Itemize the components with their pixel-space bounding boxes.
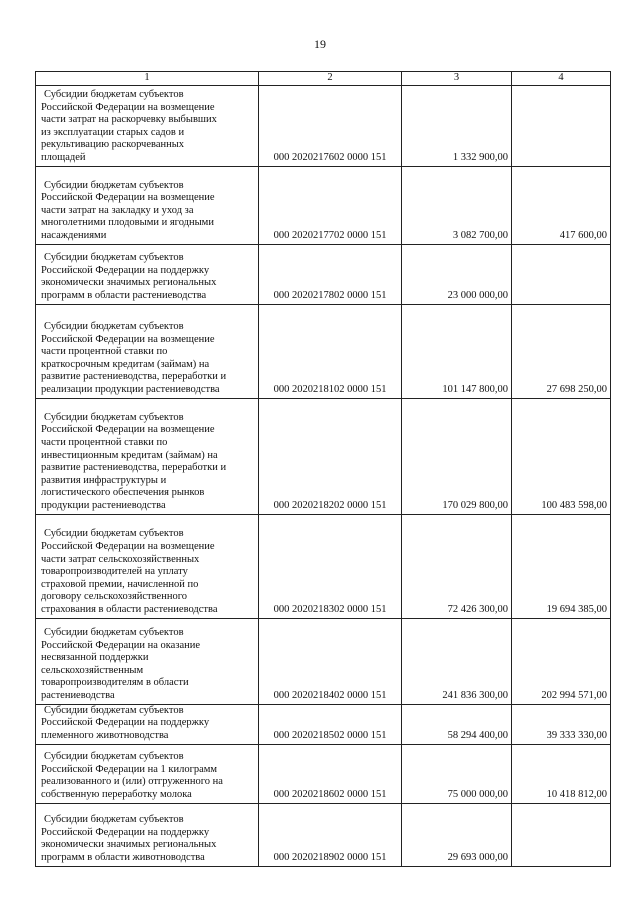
table-row (36, 304, 611, 398)
amount-column-3: 241 836 300,00 (402, 618, 512, 704)
amount-column-4 (512, 244, 611, 304)
budget-table (35, 71, 611, 867)
budget-code: 000 2020217702 0000 151 (259, 166, 402, 244)
page-number: 19 (314, 37, 326, 51)
table-row (36, 85, 611, 166)
description-line: растениеводства (41, 690, 115, 701)
description-line: Субсидии бюджетам субъектов (44, 528, 184, 540)
budget-code: 000 2020217602 0000 151 (259, 85, 402, 166)
description-line: насаждениями (41, 230, 107, 241)
description-line: Российской Федерации на оказание (41, 639, 201, 651)
description-line: рекультивацию раскорчеванных (41, 139, 185, 151)
description-line: Субсидии бюджетам субъектов (44, 627, 184, 639)
description-line: реализации продукции растениеводства (41, 384, 220, 395)
table-row (36, 618, 611, 704)
budget-code: 000 2020218902 0000 151 (259, 803, 402, 866)
description-line: Российской Федерации на поддержку (41, 264, 210, 276)
description-line: договору сельскохозяйственного (41, 591, 187, 603)
description-line: Субсидии бюджетам субъектов (44, 179, 184, 191)
description-line: Субсидии бюджетам субъектов (44, 814, 184, 826)
column-header-4: 4 (512, 72, 611, 86)
amount-column-3: 75 000 000,00 (402, 744, 512, 803)
row-description (36, 618, 259, 704)
description-line: части затрат на закладку и уход за (41, 204, 194, 216)
table-row (36, 704, 611, 744)
description-line: развитие растениеводства, переработки и (41, 462, 227, 474)
description-line: Российской Федерации на поддержку (41, 717, 210, 729)
description-line: Российской Федерации на возмещение (41, 192, 215, 204)
column-header-2: 2 (259, 72, 402, 86)
amount-column-3: 58 294 400,00 (402, 704, 512, 744)
budget-code: 000 2020217802 0000 151 (259, 244, 402, 304)
row-description (36, 704, 259, 744)
description-line: инвестиционным кредитам (займам) на (41, 449, 218, 461)
description-line: из эксплуатации старых садов и (41, 126, 185, 138)
column-header-1: 1 (36, 72, 259, 86)
description-line: реализованного и (или) отгруженного на (41, 776, 223, 788)
row-description (36, 85, 259, 166)
row-description (36, 744, 259, 803)
description-line: собственную переработку молока (41, 789, 192, 800)
description-line: страховой премии, начисленной по (41, 578, 199, 590)
row-description (36, 304, 259, 398)
description-line: Российской Федерации на возмещение (41, 101, 215, 113)
description-line: товаропроизводителей на уплату (41, 566, 188, 578)
amount-column-4: 39 333 330,00 (512, 704, 611, 744)
description-line: логистического обеспечения рынков (41, 487, 205, 499)
description-line: экономически значимых региональных (41, 839, 217, 851)
amount-column-3: 3 082 700,00 (402, 166, 512, 244)
column-header-3: 3 (402, 72, 512, 86)
description-line: Субсидии бюджетам субъектов (44, 704, 184, 716)
table-row (36, 744, 611, 803)
amount-column-3: 1 332 900,00 (402, 85, 512, 166)
amount-column-4: 10 418 812,00 (512, 744, 611, 803)
budget-code: 000 2020218202 0000 151 (259, 398, 402, 514)
amount-column-3: 101 147 800,00 (402, 304, 512, 398)
description-line: Российской Федерации на поддержку (41, 826, 210, 838)
description-line: части процентной ставки по (41, 437, 168, 449)
amount-column-3: 29 693 000,00 (402, 803, 512, 866)
table-row (36, 514, 611, 618)
description-line: программ в области животноводства (41, 852, 205, 863)
amount-column-4: 27 698 250,00 (512, 304, 611, 398)
amount-column-3: 170 029 800,00 (402, 398, 512, 514)
description-line: Российской Федерации на возмещение (41, 424, 215, 436)
description-line: части процентной ставки по (41, 346, 168, 358)
description-line: несвязанной поддержки (41, 652, 149, 664)
description-line: продукции растениеводства (41, 500, 166, 511)
description-line: сельскохозяйственным (41, 664, 144, 676)
budget-code: 000 2020218602 0000 151 (259, 744, 402, 803)
budget-code: 000 2020218402 0000 151 (259, 618, 402, 704)
description-line: Субсидии бюджетам субъектов (44, 411, 184, 423)
description-line: Российской Федерации на 1 килограмм (41, 763, 218, 775)
description-line: экономически значимых региональных (41, 277, 217, 289)
amount-column-4: 417 600,00 (512, 166, 611, 244)
description-line: страхования в области растениеводства (41, 604, 218, 615)
amount-column-4 (512, 803, 611, 866)
description-line: многолетними плодовыми и ягодными (41, 217, 214, 229)
amount-column-3: 72 426 300,00 (402, 514, 512, 618)
table-row (36, 166, 611, 244)
description-line: Российской Федерации на возмещение (41, 333, 215, 345)
description-line: развития инфраструктуры и (41, 474, 167, 486)
description-line: племенного животноводства (41, 730, 169, 741)
description-line: площадей (41, 152, 86, 163)
description-line: части затрат на раскорчевку выбывших (41, 114, 217, 126)
description-line: Субсидии бюджетам субъектов (44, 89, 184, 101)
row-description (36, 514, 259, 618)
table-row (36, 803, 611, 866)
amount-column-3: 23 000 000,00 (402, 244, 512, 304)
table-row (36, 398, 611, 514)
row-description (36, 803, 259, 866)
row-description (36, 166, 259, 244)
description-line: краткосрочным кредитам (займам) на (41, 358, 210, 370)
budget-code: 000 2020218302 0000 151 (259, 514, 402, 618)
description-line: развитие растениеводства, переработки и (41, 371, 227, 383)
description-line: части затрат сельскохозяйственных (41, 553, 200, 565)
description-line: Субсидии бюджетам субъектов (44, 252, 184, 264)
amount-column-4: 202 994 571,00 (512, 618, 611, 704)
description-line: Субсидии бюджетам субъектов (44, 751, 184, 763)
row-description (36, 244, 259, 304)
header-row (36, 72, 611, 86)
description-line: Российской Федерации на возмещение (41, 541, 215, 553)
description-line: программ в области растениеводства (41, 290, 207, 301)
amount-column-4 (512, 85, 611, 166)
table-row (36, 244, 611, 304)
budget-code: 000 2020218102 0000 151 (259, 304, 402, 398)
amount-column-4: 100 483 598,00 (512, 398, 611, 514)
row-description (36, 398, 259, 514)
description-line: Субсидии бюджетам субъектов (44, 321, 184, 333)
budget-code: 000 2020218502 0000 151 (259, 704, 402, 744)
amount-column-4: 19 694 385,00 (512, 514, 611, 618)
description-line: товаропроизводителям в области (41, 677, 189, 689)
